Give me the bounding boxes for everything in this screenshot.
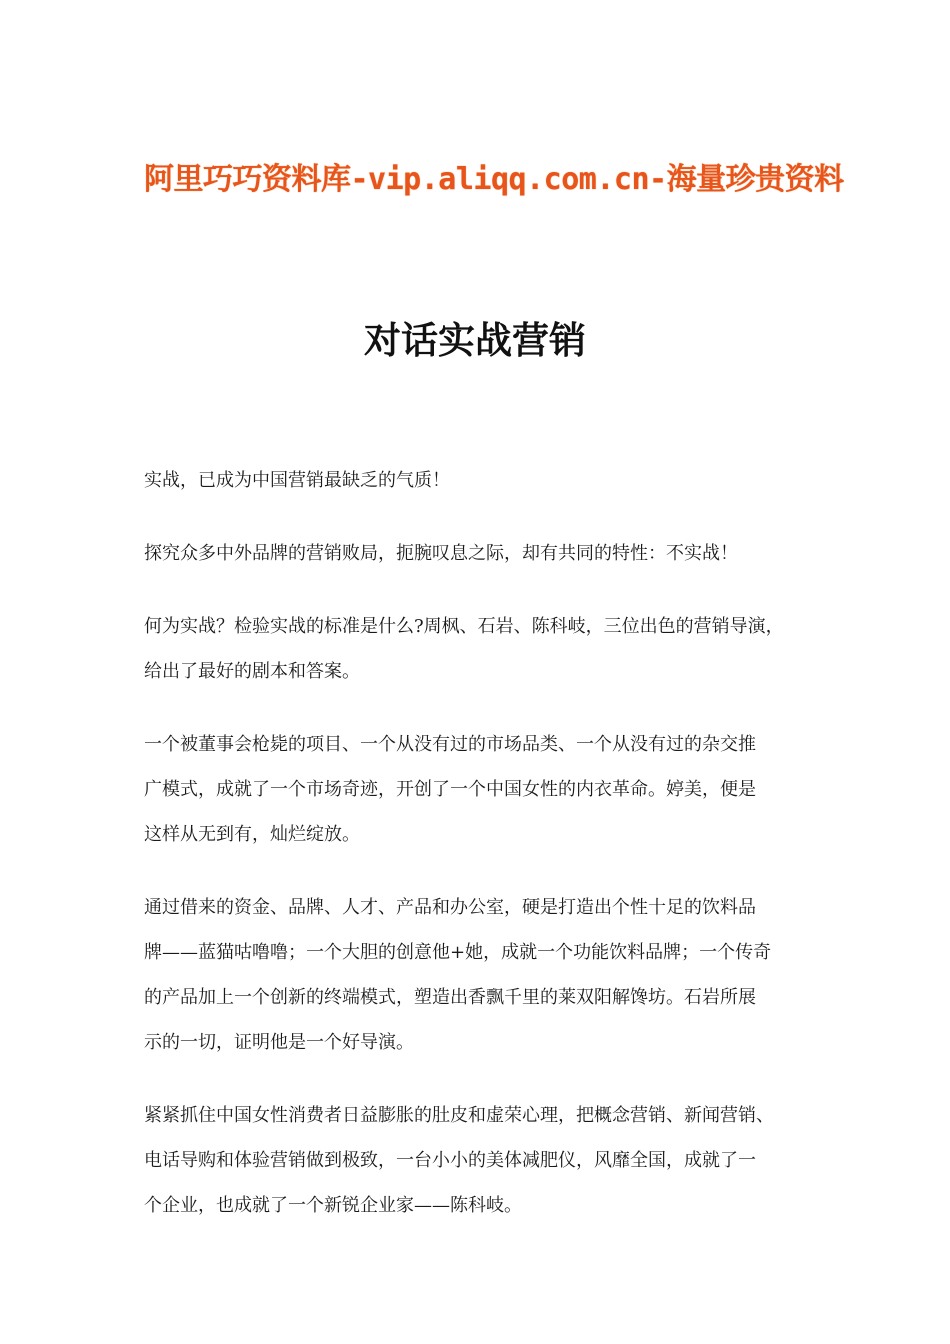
paragraph-line: 给出了最好的剧本和答案。 [144,661,360,682]
paragraph-4 [144,722,812,857]
paragraph-line: 电话导购和体验营销做到极致，一台小小的美体减肥仪，风靡全国，成就了一 [144,1150,756,1171]
paragraph-line: 探究众多中外品牌的营销败局，扼腕叹息之际，却有共同的特性：不实战！ [144,543,738,564]
document-body [144,458,812,1256]
paragraph-5 [144,885,812,1065]
paragraph-line: 何为实战？检验实战的标准是什么?周枫、石岩、陈科岐，三位出色的营销导演， [144,616,784,637]
paragraph-line: 个企业，也成就了一个新锐企业家——陈科岐。 [144,1195,522,1216]
paragraph-6 [144,1093,812,1228]
paragraph-line: 牌——蓝猫咕噜噜；一个大胆的创意他+她，成就一个功能饮料品牌；一个传奇 [144,942,772,963]
paragraph-line: 示的一切，证明他是一个好导演。 [144,1032,414,1053]
paragraph-line: 这样从无到有，灿烂绽放。 [144,824,360,845]
paragraph-1 [144,458,812,503]
site-banner: 阿里巧巧资料库-vip.aliqq.com.cn-海量珍贵资料 [144,162,844,197]
paragraph-line: 广模式，成就了一个市场奇迹，开创了一个中国女性的内衣革命。婷美，便是 [144,779,756,800]
paragraph-line: 紧紧抓住中国女性消费者日益膨胀的肚皮和虚荣心理，把概念营销、新闻营销、 [144,1105,774,1126]
paragraph-3 [144,604,812,694]
paragraph-line: 实战，已成为中国营销最缺乏的气质！ [144,470,450,491]
paragraph-line: 一个被董事会枪毙的项目、一个从没有过的市场品类、一个从没有过的杂交推 [144,734,756,755]
document-title: 对话实战营销 [364,318,586,362]
paragraph-line: 的产品加上一个创新的终端模式，塑造出香飘千里的莱双阳解馋坊。石岩所展 [144,987,756,1008]
paragraph-2 [144,531,812,576]
paragraph-line: 通过借来的资金、品牌、人才、产品和办公室，硬是打造出个性十足的饮料品 [144,897,756,918]
